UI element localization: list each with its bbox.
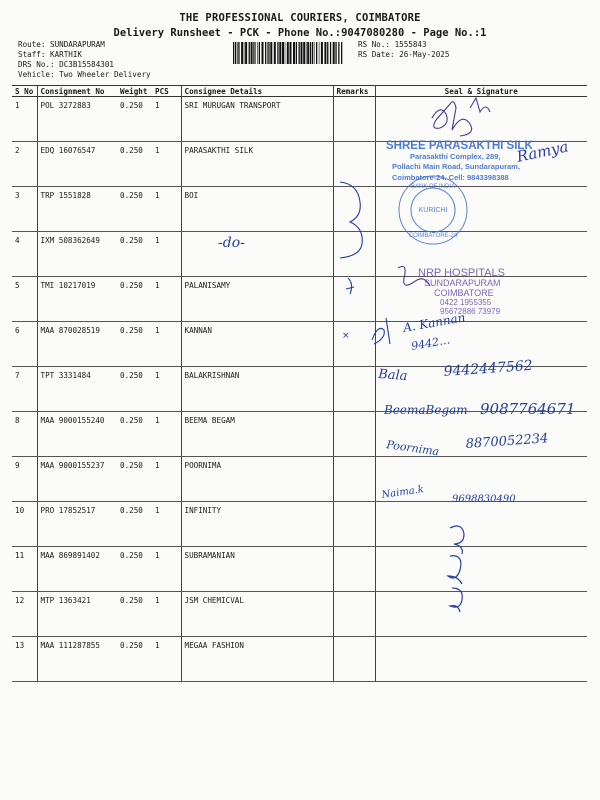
barcode-image bbox=[232, 42, 344, 64]
table-header-row bbox=[12, 86, 587, 97]
barcode-bar bbox=[338, 42, 339, 64]
barcode-bar bbox=[244, 42, 245, 64]
remarks-cell bbox=[333, 322, 375, 367]
table-row bbox=[12, 592, 587, 637]
signature-cell bbox=[375, 502, 587, 547]
parasakthi-signature: Ramya bbox=[515, 137, 570, 166]
barcode-bar bbox=[287, 42, 289, 64]
barcode-bar bbox=[251, 42, 253, 64]
beema-phone: 9087764671 bbox=[480, 400, 576, 418]
table-row bbox=[12, 187, 587, 232]
consignment-cell: POL 3272883 bbox=[37, 97, 117, 142]
table-row bbox=[12, 142, 587, 187]
col-header-pcs: PCS bbox=[152, 86, 181, 97]
consignee-cell: PALANISAMY bbox=[181, 277, 333, 322]
barcode-bar bbox=[279, 42, 281, 64]
remarks-cell bbox=[333, 187, 375, 232]
consignment-cell: MAA 111287855 bbox=[37, 637, 117, 682]
consignment-cell: PRO 17852517 bbox=[37, 502, 117, 547]
stamp-nrp-name: NRP HOSPITALS bbox=[418, 267, 506, 279]
consignment-cell: TMI 10217019 bbox=[37, 277, 117, 322]
rs-date: RS Date: 26-May-2025 bbox=[358, 50, 450, 59]
weight-cell: 0.250 bbox=[117, 187, 152, 232]
consignment-cell: EDQ 16076547 bbox=[37, 142, 117, 187]
barcode-bar bbox=[253, 42, 254, 64]
consignment-cell: MTP 1363421 bbox=[37, 592, 117, 637]
table-body bbox=[12, 97, 587, 682]
barcode-bar bbox=[245, 42, 247, 64]
consignee-cell: SRI MURUGAN TRANSPORT bbox=[181, 97, 333, 142]
barcode-bar bbox=[301, 42, 303, 64]
sno-cell: 8 bbox=[12, 412, 37, 457]
runsheet-subtitle: Delivery Runsheet - PCK - Phone No.:9047080280 - Page No.:1 bbox=[113, 27, 487, 39]
consignment-cell: TPT 3331484 bbox=[37, 367, 117, 412]
stamp-nrp-line4: 95672886 73979 bbox=[440, 307, 501, 316]
barcode-bar bbox=[233, 42, 234, 64]
weight-cell: 0.250 bbox=[117, 142, 152, 187]
weight-cell: 0.250 bbox=[117, 322, 152, 367]
pcs-cell: 1 bbox=[152, 322, 181, 367]
barcode-bar bbox=[267, 42, 268, 64]
barcode-bar bbox=[319, 42, 320, 64]
sno-cell: 12 bbox=[12, 592, 37, 637]
barcode-bar bbox=[306, 42, 307, 64]
barcode-bar bbox=[255, 42, 256, 64]
barcode-bar bbox=[249, 42, 250, 64]
infinity-signature: Naima.k bbox=[380, 484, 425, 501]
barcode-bar bbox=[241, 42, 243, 64]
runsheet-table bbox=[12, 85, 587, 682]
weight-cell: 0.250 bbox=[117, 547, 152, 592]
sno-cell: 9 bbox=[12, 457, 37, 502]
barcode-bar bbox=[293, 42, 295, 64]
barcode-bar bbox=[257, 42, 258, 64]
barcode-bar bbox=[314, 42, 315, 64]
consignee-cell: PARASAKTHI SILK bbox=[181, 142, 333, 187]
barcode-bar bbox=[296, 42, 297, 64]
kannan-signature: A. Kannan bbox=[402, 310, 467, 335]
weight-cell: 0.250 bbox=[117, 592, 152, 637]
meta-left-block bbox=[18, 40, 151, 80]
barcode-bar bbox=[324, 42, 326, 64]
seal-ring-top: BANK OF INDIA bbox=[410, 184, 456, 190]
table-row bbox=[12, 457, 587, 502]
remarks-cell bbox=[333, 637, 375, 682]
col-header-remarks: Remarks bbox=[333, 86, 375, 97]
stamp-parasakthi-name: SHREE PARASAKTHI SILK bbox=[386, 140, 533, 152]
table-row bbox=[12, 547, 587, 592]
bala-signature: Bala bbox=[377, 367, 408, 385]
barcode-bar bbox=[316, 42, 317, 64]
consignee-cell: BEEMA BEGAM bbox=[181, 412, 333, 457]
bala-phone: 9442447562 bbox=[443, 357, 534, 380]
barcode-bar bbox=[335, 42, 336, 64]
pcs-cell: 1 bbox=[152, 232, 181, 277]
table-row bbox=[12, 502, 587, 547]
vehicle-label: Vehicle: Two Wheeler Delivery bbox=[18, 70, 151, 79]
signature-cell bbox=[375, 322, 587, 367]
pcs-cell: 1 bbox=[152, 502, 181, 547]
barcode-bar bbox=[235, 42, 236, 64]
weight-cell: 0.250 bbox=[117, 637, 152, 682]
col-header-consignment: Consignment No bbox=[37, 86, 117, 97]
signature-cell bbox=[375, 412, 587, 457]
staff-label: Staff: KARTHIK bbox=[18, 50, 83, 59]
consignment-cell: MAA 9000155240 bbox=[37, 412, 117, 457]
stamp-nrp-line2: COIMBATORE bbox=[434, 288, 494, 298]
remarks-cell bbox=[333, 457, 375, 502]
drs-number: DRS No.: DC3B15584301 bbox=[18, 60, 115, 69]
consignee-cell: INFINITY bbox=[181, 502, 333, 547]
consignment-cell: MAA 869891402 bbox=[37, 547, 117, 592]
barcode-bar bbox=[330, 42, 331, 64]
barcode-bar bbox=[270, 42, 272, 64]
barcode-bar bbox=[290, 42, 292, 64]
barcode-bar bbox=[268, 42, 269, 64]
meta-right-block bbox=[358, 40, 449, 60]
consignee-cell: SUBRAMANIAN bbox=[181, 547, 333, 592]
remarks-cell bbox=[333, 592, 375, 637]
barcode-bar bbox=[262, 42, 264, 64]
seal-ring-bottom: COIMBATORE-24 bbox=[408, 233, 458, 239]
ditto-mark: -do- bbox=[218, 235, 245, 251]
barcode-bar bbox=[259, 42, 260, 64]
table-row bbox=[12, 277, 587, 322]
signature-cell bbox=[375, 187, 587, 232]
route-label: Route: SUNDARAPURAM bbox=[18, 40, 105, 49]
barcode-bar bbox=[274, 42, 276, 64]
barcode-bar bbox=[238, 42, 239, 64]
sno-cell: 4 bbox=[12, 232, 37, 277]
consignee-cell bbox=[181, 232, 333, 277]
weight-cell: 0.250 bbox=[117, 277, 152, 322]
consignment-cell: IXM 508362649 bbox=[37, 232, 117, 277]
sno-cell: 5 bbox=[12, 277, 37, 322]
barcode-bar bbox=[333, 42, 335, 64]
signature-cell bbox=[375, 277, 587, 322]
stamp-parasakthi-line1: Parasakthi Complex, 289, bbox=[410, 152, 501, 161]
rs-number: RS No.: 1555843 bbox=[358, 40, 427, 49]
beema-signature: BeemaBegam bbox=[384, 403, 468, 417]
sno-cell: 11 bbox=[12, 547, 37, 592]
barcode-bar bbox=[341, 42, 342, 64]
weight-cell: 0.250 bbox=[117, 367, 152, 412]
barcode-bar bbox=[312, 42, 313, 64]
sno-cell: 6 bbox=[12, 322, 37, 367]
stamp-nrp-line1: SUNDARAPURAM bbox=[424, 278, 501, 288]
consignee-cell: BOI bbox=[181, 187, 333, 232]
runsheet-company-title: THE PROFESSIONAL COURIERS, COIMBATORE bbox=[179, 12, 421, 24]
col-header-signature: Seal & Signature bbox=[375, 86, 587, 97]
poornima-phone: 8870052234 bbox=[465, 431, 549, 452]
signature-cell bbox=[375, 142, 587, 187]
remarks-cross-mark: × bbox=[342, 331, 350, 341]
table-row bbox=[12, 97, 587, 142]
pcs-cell: 1 bbox=[152, 457, 181, 502]
remarks-cell bbox=[333, 232, 375, 277]
pcs-cell: 1 bbox=[152, 367, 181, 412]
consignment-cell: TRP 1551828 bbox=[37, 187, 117, 232]
pcs-cell: 1 bbox=[152, 97, 181, 142]
pcs-cell: 1 bbox=[152, 142, 181, 187]
barcode-bar bbox=[285, 42, 286, 64]
sno-cell: 1 bbox=[12, 97, 37, 142]
remarks-cell bbox=[333, 502, 375, 547]
remarks-cell bbox=[333, 412, 375, 457]
sno-cell: 10 bbox=[12, 502, 37, 547]
col-header-consignee: Consignee Details bbox=[181, 86, 333, 97]
barcode-bar bbox=[327, 42, 328, 64]
table-row bbox=[12, 322, 587, 367]
col-header-sno: S No bbox=[12, 86, 37, 97]
consignee-cell: BALAKRISHNAN bbox=[181, 367, 333, 412]
weight-cell: 0.250 bbox=[117, 502, 152, 547]
table-row bbox=[12, 637, 587, 682]
infinity-phone: 9698830490 bbox=[452, 494, 516, 505]
pcs-cell: 1 bbox=[152, 187, 181, 232]
signature-cell bbox=[375, 232, 587, 277]
sno-cell: 7 bbox=[12, 367, 37, 412]
table-row bbox=[12, 232, 587, 277]
signature-cell bbox=[375, 637, 587, 682]
signature-cell bbox=[375, 547, 587, 592]
stamp-parasakthi-line3: Coimbatore-24. Cell: 9843398388 bbox=[392, 173, 509, 182]
remarks-cell bbox=[333, 97, 375, 142]
signature-cell bbox=[375, 367, 587, 412]
pcs-cell: 1 bbox=[152, 637, 181, 682]
remarks-cell bbox=[333, 277, 375, 322]
consignee-cell: JSM CHEMICVAL bbox=[181, 592, 333, 637]
pcs-cell: 1 bbox=[152, 412, 181, 457]
barcode-bar bbox=[265, 42, 266, 64]
weight-cell: 0.250 bbox=[117, 457, 152, 502]
remarks-cell bbox=[333, 367, 375, 412]
barcode-bar bbox=[321, 42, 323, 64]
stamp-parasakthi-line2: Pollachi Main Road, Sundarapuram, bbox=[392, 162, 520, 171]
table-row bbox=[12, 412, 587, 457]
barcode-bar bbox=[310, 42, 311, 64]
sno-cell: 2 bbox=[12, 142, 37, 187]
pcs-cell: 1 bbox=[152, 277, 181, 322]
signature-cell bbox=[375, 592, 587, 637]
consignee-cell: POORNIMA bbox=[181, 457, 333, 502]
kannan-phone: 9442… bbox=[410, 333, 451, 353]
barcode-bar bbox=[237, 42, 238, 64]
poornima-signature: Poornima bbox=[385, 438, 440, 459]
consignment-cell: MAA 870028519 bbox=[37, 322, 117, 367]
barcode-bar bbox=[303, 42, 305, 64]
barcode-bar bbox=[307, 42, 309, 64]
remarks-cell bbox=[333, 547, 375, 592]
signature-cell bbox=[375, 97, 587, 142]
stamp-nrp-line3: 0422 1955355 bbox=[440, 298, 492, 307]
consignee-cell: MEGAA FASHION bbox=[181, 637, 333, 682]
consignment-cell: MAA 9000155237 bbox=[37, 457, 117, 502]
weight-cell: 0.250 bbox=[117, 412, 152, 457]
sno-cell: 13 bbox=[12, 637, 37, 682]
pcs-cell: 1 bbox=[152, 592, 181, 637]
barcode-bar bbox=[282, 42, 284, 64]
remarks-cell bbox=[333, 142, 375, 187]
barcode-bar bbox=[299, 42, 300, 64]
table-row bbox=[12, 367, 587, 412]
signature-cell bbox=[375, 457, 587, 502]
sno-cell: 3 bbox=[12, 187, 37, 232]
weight-cell: 0.250 bbox=[117, 97, 152, 142]
pcs-cell: 1 bbox=[152, 547, 181, 592]
seal-center: KURICHI bbox=[418, 207, 448, 214]
weight-cell: 0.250 bbox=[117, 232, 152, 277]
barcode-bar bbox=[277, 42, 278, 64]
col-header-weight: Weight bbox=[117, 86, 152, 97]
consignee-cell: KANNAN bbox=[181, 322, 333, 367]
